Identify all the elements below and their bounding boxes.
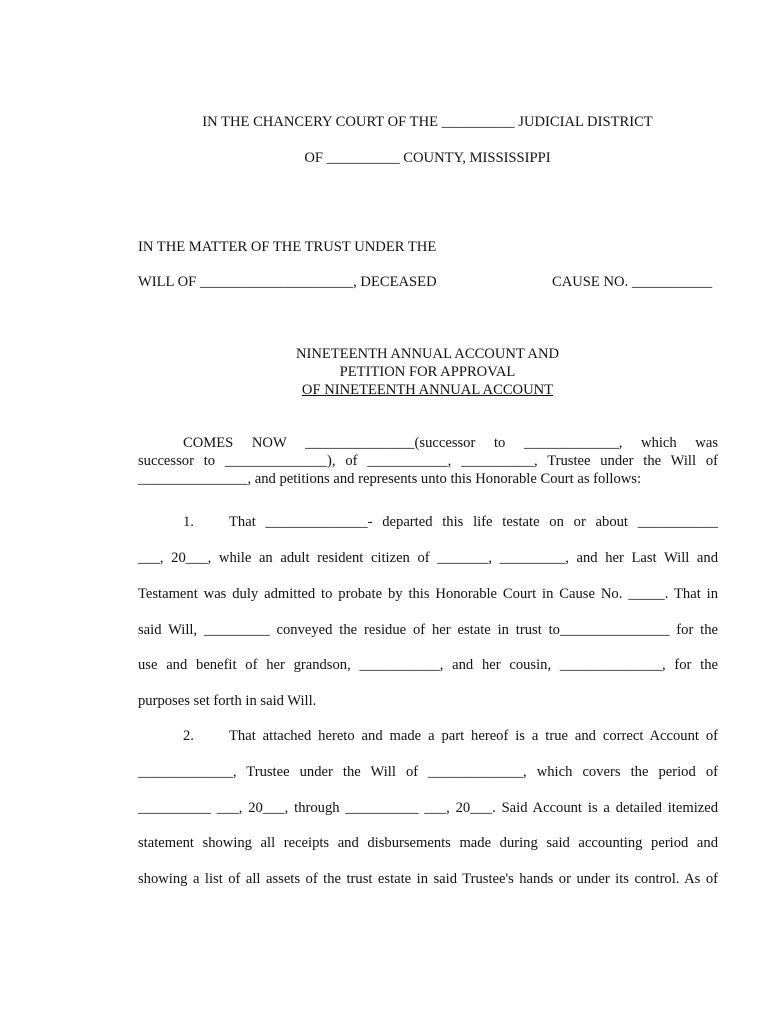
- document-title-line-3: OF NINETEENTH ANNUAL ACCOUNT: [301, 382, 554, 398]
- paragraph-1-line-4: said Will, _________ conveyed the residue of her estate in trust to_______________ for the: [138, 622, 718, 638]
- matter-line-1: IN THE MATTER OF THE TRUST UNDER THE: [138, 239, 437, 255]
- paragraph-2-line-4: statement showing all receipts and disbursements made during said accounting period and: [138, 835, 718, 851]
- paragraph-1-line-3: Testament was duly admitted to probate by this Honorable Court in Cause No. _____. That in: [138, 586, 718, 602]
- paragraph-1-line-5: use and benefit of her grandson, ___________, and her cousin, ______________, for the: [138, 657, 718, 673]
- intro-line-1: COMES NOW _______________(successor to _____________, which was: [183, 435, 718, 451]
- paragraph-2-line-1: That attached hereto and made a part hereof is a true and correct Account of: [229, 728, 718, 744]
- document-title-line-1: NINETEENTH ANNUAL ACCOUNT AND: [295, 346, 560, 362]
- paragraph-2-line-5: showing a list of all assets of the trust estate in said Trustee's hands or under its control. As of: [138, 871, 718, 887]
- court-caption-line-1: IN THE CHANCERY COURT OF THE __________ JUDICIAL DISTRICT: [202, 114, 653, 130]
- paragraph-1-line-1: That ______________- departed this life testate on or about ___________: [229, 514, 718, 530]
- intro-line-3: _______________, and petitions and represents unto this Honorable Court as follows:: [138, 471, 642, 487]
- intro-line-2: successor to ______________), of ___________, __________, Trustee under the Will of: [138, 453, 718, 469]
- cause-number: CAUSE NO. ___________: [552, 274, 713, 290]
- matter-will-of: WILL OF _____________________, DECEASED: [138, 274, 437, 290]
- paragraph-2-line-3: __________ ___, 20___, through __________ ___, 20___. Said Account is a detailed itemized: [138, 800, 718, 816]
- paragraph-1-number: 1.: [183, 514, 194, 530]
- court-caption-line-2: OF __________ COUNTY, MISSISSIPPI: [304, 150, 551, 166]
- paragraph-1-line-6: purposes set forth in said Will.: [138, 693, 317, 709]
- document-title-line-2: PETITION FOR APPROVAL: [339, 364, 516, 380]
- paragraph-2-number: 2.: [183, 728, 194, 744]
- paragraph-1-line-2: ___, 20___, while an adult resident citizen of _______, _________, and her Last Will and: [138, 550, 718, 566]
- paragraph-2-line-2: _____________, Trustee under the Will of _____________, which covers the period of: [138, 764, 718, 780]
